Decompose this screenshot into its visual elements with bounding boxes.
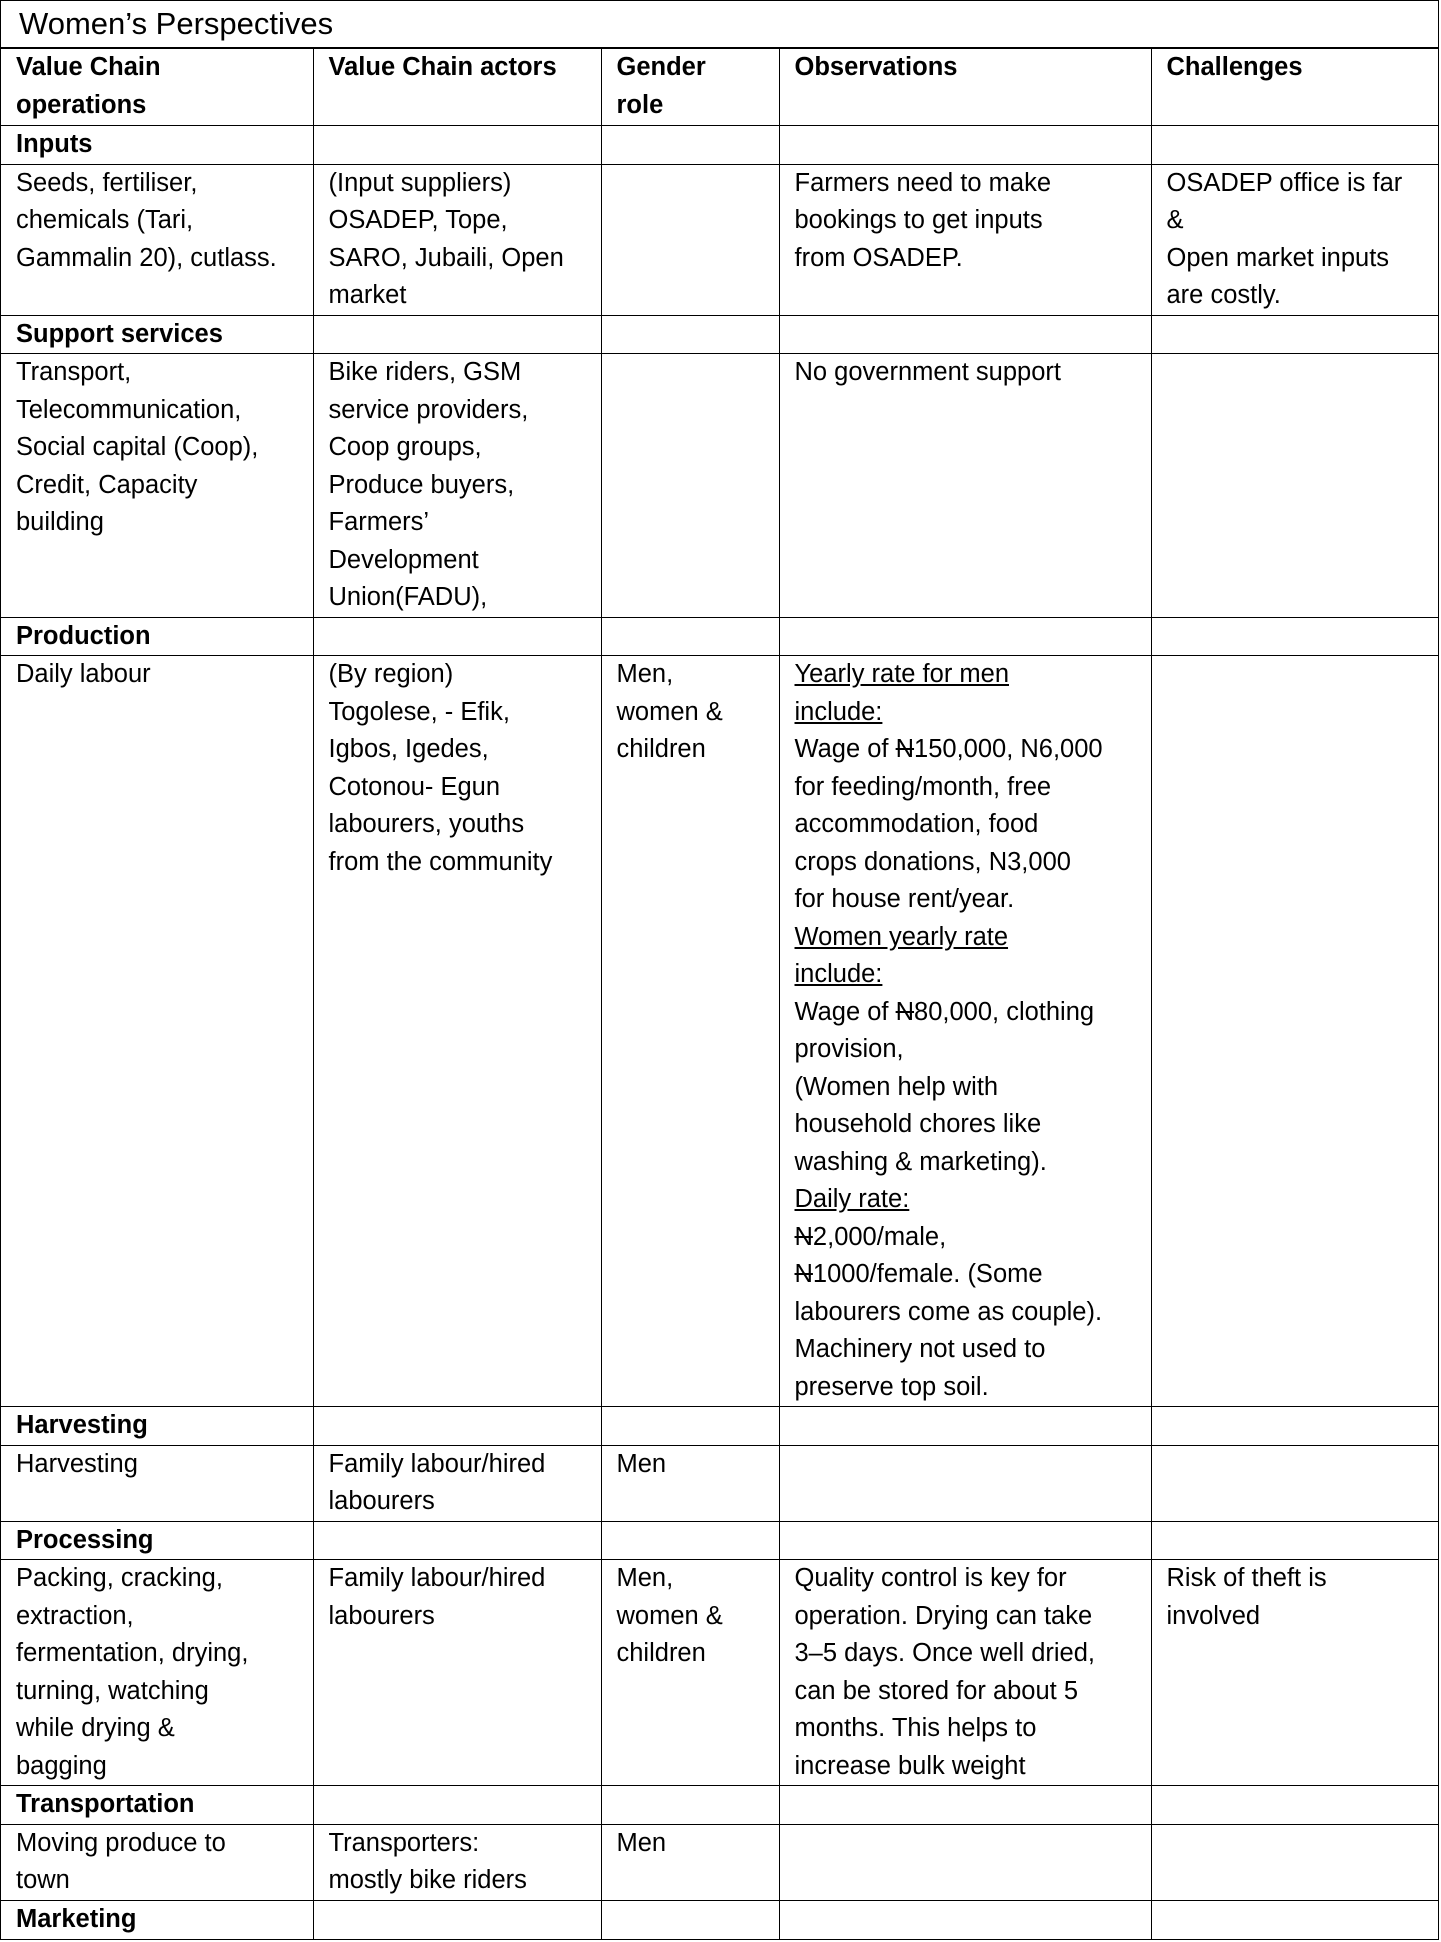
table-row	[1, 164, 1438, 315]
obs-women-pre: Wage of	[794, 997, 896, 1026]
obs-daily-male: 2,000/male,	[812, 1222, 947, 1251]
cell-observations: Farmers need to make bookings to get inputs from OSADEP.	[779, 164, 1151, 315]
section-label: Harvesting	[1, 1407, 313, 1446]
naira-symbol: N	[895, 735, 915, 763]
cell-actors: Bike riders, GSM service providers, Coop groups, Produce buyers, Farmers’ Development Union(FADU),	[313, 354, 601, 618]
cell-operations: Daily labour	[1, 656, 313, 1407]
obs-men-text: 150,000, N6,000 for feeding/month, free accommodation, food crops donations, N3,000 for house rent/year.	[794, 735, 1103, 913]
table-row	[1, 1824, 1438, 1900]
cell-gender	[601, 354, 779, 618]
cell-challenges	[1151, 354, 1438, 618]
section-label: Processing	[1, 1521, 313, 1560]
cell-challenges	[1151, 656, 1438, 1407]
cell-observations	[779, 1445, 1151, 1521]
obs-daily-heading: Daily rate:	[794, 1185, 910, 1213]
header-challenges: Challenges	[1151, 49, 1438, 126]
cell-observations	[779, 656, 1151, 1407]
cell-observations: No government support	[779, 354, 1151, 618]
cell-operations: Moving produce to town	[1, 1824, 313, 1900]
section-label: Support services	[1, 315, 313, 354]
section-row-inputs	[1, 126, 1438, 165]
cell-gender	[601, 164, 779, 315]
cell-operations: Seeds, fertiliser, chemicals (Tari, Gammalin 20), cutlass.	[1, 164, 313, 315]
cell-challenges: OSADEP office is far & Open market inputs are costly.	[1151, 164, 1438, 315]
section-label: Production	[1, 617, 313, 656]
section-row-transportation	[1, 1786, 1438, 1825]
value-chain-table	[1, 48, 1438, 1939]
obs-women-heading: Women yearly rate include:	[794, 922, 1009, 988]
cell-actors: Family labour/hired labourers	[313, 1560, 601, 1786]
naira-symbol: N	[895, 997, 915, 1026]
cell-challenges	[1151, 1445, 1438, 1521]
cell-challenges: Risk of theft is involved	[1151, 1560, 1438, 1786]
cell-challenges	[1151, 1824, 1438, 1900]
section-row-support-services	[1, 315, 1438, 354]
section-label: Marketing	[1, 1900, 313, 1939]
naira-symbol: N	[794, 1260, 813, 1288]
page-title: Women’s Perspectives	[1, 1, 1438, 48]
header-actors: Value Chain actors	[313, 49, 601, 126]
cell-operations: Harvesting	[1, 1445, 313, 1521]
naira-symbol: N	[794, 1222, 813, 1251]
table-row	[1, 1560, 1438, 1786]
cell-actors: Family labour/hired labourers	[313, 1445, 601, 1521]
section-row-processing	[1, 1521, 1438, 1560]
table-row	[1, 1445, 1438, 1521]
cell-observations: Quality control is key for operation. Drying can take 3–5 days. Once well dried, can be stored for about 5 months. This helps to increase bulk weight	[779, 1560, 1151, 1786]
cell-operations: Transport, Telecommunication, Social capital (Coop), Credit, Capacity building	[1, 354, 313, 618]
header-gender-role: Gender role	[601, 49, 779, 126]
header-operations: Value Chain operations	[1, 49, 313, 126]
cell-gender: Men	[601, 1445, 779, 1521]
obs-men-heading: Yearly rate for men include:	[794, 660, 1009, 726]
cell-operations: Packing, cracking, extraction, fermentation, drying, turning, watching while drying & bagging	[1, 1560, 313, 1786]
obs-men-pre: Wage of	[794, 735, 896, 763]
section-label: Inputs	[1, 126, 313, 165]
cell-gender: Men, women & children	[601, 656, 779, 1407]
cell-observations	[779, 1824, 1151, 1900]
cell-gender: Men, women & children	[601, 1560, 779, 1786]
section-row-harvesting	[1, 1407, 1438, 1446]
cell-actors: (By region) Togolese, - Efik, Igbos, Igedes, Cotonou- Egun labourers, youths from the community	[313, 656, 601, 1407]
table-row	[1, 354, 1438, 618]
cell-actors: Transporters: mostly bike riders	[313, 1824, 601, 1900]
cell-actors: (Input suppliers) OSADEP, Tope, SARO, Jubaili, Open market	[313, 164, 601, 315]
table-header-row	[1, 49, 1438, 126]
header-observations: Observations	[779, 49, 1151, 126]
cell-gender: Men	[601, 1824, 779, 1900]
section-row-marketing	[1, 1900, 1438, 1939]
obs-daily-female: 1000/female. (Some labourers come as couple). Machinery not used to preserve top soil.	[794, 1260, 1103, 1401]
section-row-production	[1, 617, 1438, 656]
table-row	[1, 656, 1438, 1407]
obs-women-text: 80,000, clothing provision, (Women help with household chores like washing & marketing).	[794, 997, 1095, 1176]
section-label: Transportation	[1, 1786, 313, 1825]
